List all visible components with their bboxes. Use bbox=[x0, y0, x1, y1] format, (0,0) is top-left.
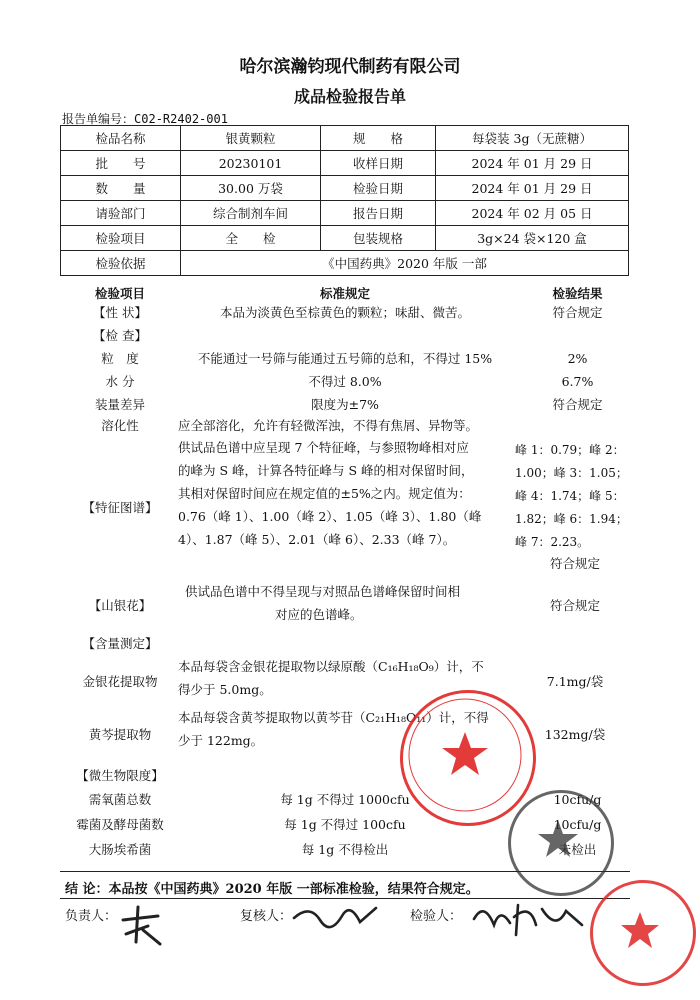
result-line: 1.82；峰 6：1.94； bbox=[515, 512, 628, 526]
section-assay: 【含量测定】 bbox=[82, 636, 158, 651]
basis-value: 《中国药典》2020 年版 一部 bbox=[181, 251, 629, 276]
standard-line: 少于 122mg。 bbox=[178, 733, 264, 748]
report-title: 成品检验报告单 bbox=[293, 87, 406, 106]
header-row-test-item bbox=[61, 226, 629, 251]
item-name: 大肠埃希菌 bbox=[88, 842, 152, 857]
header-row-batch bbox=[61, 151, 629, 176]
section-title: 【检 查】 bbox=[93, 328, 147, 343]
package-label: 包装规格 bbox=[321, 226, 436, 251]
report-number-label: 报告单编号： bbox=[62, 112, 135, 126]
column-result: 检验结果 bbox=[552, 286, 603, 301]
honeysuckle-result: 7.1mg/袋 bbox=[546, 674, 604, 689]
result-line: 峰 1：0.79；峰 2： bbox=[515, 443, 625, 457]
spec-value: 每袋装 3g（无蔗糖） bbox=[436, 126, 629, 151]
section-microbial: 【微生物限度】 bbox=[76, 768, 164, 783]
column-item: 检验项目 bbox=[94, 286, 145, 301]
lonicera-result: 符合规定 bbox=[549, 598, 600, 613]
item-standard: 每 1g 不得过 1000cfu bbox=[280, 792, 410, 807]
item-result: 未检出 bbox=[558, 842, 597, 857]
item-standard: 本品为淡黄色至棕黄色的颗粒；味甜、微苦。 bbox=[219, 305, 470, 320]
reviewer-label: 复核人： bbox=[240, 909, 293, 924]
standard-line: 对应的色谱峰。 bbox=[275, 607, 363, 622]
batch-value: 20230101 bbox=[181, 151, 321, 176]
item-name: 霉菌及酵母菌数 bbox=[76, 817, 164, 832]
item-standard: 不能通过一号筛与能通过五号筛的总和，不得过 15% bbox=[197, 351, 493, 366]
corner-seal-stamp bbox=[590, 880, 696, 986]
report-date-label: 报告日期 bbox=[321, 201, 436, 226]
standard-line: 供试品色谱中应呈现 7 个特征峰，与参照物峰相对应 bbox=[178, 440, 469, 455]
item-result: 10cfu/g bbox=[553, 792, 602, 807]
item-result: 符合规定 bbox=[552, 305, 603, 320]
package-value: 3g×24 袋×120 盒 bbox=[436, 226, 629, 251]
receive-date-value: 2024 年 01 月 29 日 bbox=[436, 151, 629, 176]
report-number-value: C02-R2402-001 bbox=[134, 112, 228, 126]
test-item-label: 检验项目 bbox=[61, 226, 181, 251]
responsible-label: 负责人： bbox=[65, 909, 118, 924]
item-result: 符合规定 bbox=[552, 397, 603, 412]
department-value: 综合制剂车间 bbox=[181, 201, 321, 226]
quantity-value: 30.00 万袋 bbox=[181, 176, 321, 201]
item-result: 10cfu/g bbox=[553, 817, 602, 832]
result-line: 峰 4：1.74；峰 5： bbox=[515, 489, 625, 503]
fingerprint-result bbox=[515, 439, 635, 554]
item-result: 6.7% bbox=[561, 374, 594, 389]
responsible-signature bbox=[118, 902, 168, 948]
result-line: 峰 7：2.23。 bbox=[515, 535, 590, 549]
item-standard: 限度为±7% bbox=[311, 397, 379, 412]
seal-star-icon bbox=[508, 790, 608, 890]
scutellaria-result: 132mg/袋 bbox=[544, 727, 606, 742]
conclusion bbox=[65, 878, 479, 897]
item-name: 需氧菌总数 bbox=[88, 792, 152, 807]
receive-date-label: 收样日期 bbox=[321, 151, 436, 176]
report-header-table bbox=[60, 125, 629, 276]
standard-line: 本品每袋含金银花提取物以绿原酸（C₁₆H₁₈O₉）计，不 bbox=[178, 659, 484, 674]
item-name: 溶化性 bbox=[101, 418, 139, 433]
header-row-department bbox=[61, 201, 629, 226]
item-standard: 不得过 8.0% bbox=[308, 374, 382, 389]
item-name: 粒 度 bbox=[101, 351, 139, 366]
inspector-label: 检验人： bbox=[410, 909, 463, 924]
reviewer-signature bbox=[290, 898, 380, 932]
honeysuckle-item-name: 金银花提取物 bbox=[82, 674, 158, 689]
product-name-label: 检品名称 bbox=[61, 126, 181, 151]
header-row-quantity bbox=[61, 176, 629, 201]
department-label: 请验部门 bbox=[61, 201, 181, 226]
header-row-product bbox=[61, 126, 629, 151]
spec-label: 规 格 bbox=[321, 126, 436, 151]
basis-label: 检验依据 bbox=[61, 251, 181, 276]
test-item-value: 全 检 bbox=[181, 226, 321, 251]
item-standard: 应全部溶化，允许有轻微浑浊，不得有焦屑、异物等。 bbox=[178, 418, 479, 433]
standard-line: 0.76（峰 1）、1.00（峰 2）、1.05（峰 3）、1.80（峰 bbox=[178, 509, 482, 524]
quantity-label: 数 量 bbox=[61, 176, 181, 201]
test-date-label: 检验日期 bbox=[321, 176, 436, 201]
item-result: 2% bbox=[567, 351, 588, 366]
item-standard: 每 1g 不得检出 bbox=[301, 842, 389, 857]
inspector-signature bbox=[470, 895, 590, 943]
standard-line: 4）、1.87（峰 5）、2.01（峰 6）、2.33（峰 7）。 bbox=[178, 532, 456, 547]
product-name-value: 银黄颗粒 bbox=[181, 126, 321, 151]
test-date-value: 2024 年 01 月 29 日 bbox=[436, 176, 629, 201]
item-name: 水 分 bbox=[105, 374, 135, 389]
report-date-value: 2024 年 02 月 05 日 bbox=[436, 201, 629, 226]
item-standard: 每 1g 不得过 100cfu bbox=[284, 817, 406, 832]
item-name: 【性 状】 bbox=[93, 305, 147, 320]
standard-line: 的峰为 S 峰，计算各特征峰与 S 峰的相对保留时间， bbox=[178, 463, 474, 478]
company-name: 哈尔滨瀚钧现代制药有限公司 bbox=[239, 57, 461, 77]
fingerprint-standard bbox=[178, 436, 508, 551]
standard-line: 供试品色谱中不得呈现与对照品色谱峰保留时间相 bbox=[185, 584, 461, 599]
lonicera-standard bbox=[185, 580, 515, 626]
fingerprint-conclusion: 符合规定 bbox=[549, 556, 600, 571]
batch-label: 批 号 bbox=[61, 151, 181, 176]
item-name: 装量差异 bbox=[94, 397, 145, 412]
standard-line: 本品每袋含黄芩提取物以黄芩苷（C₂₁H₁₈O₁₁）计，不得 bbox=[178, 710, 489, 725]
header-row-basis bbox=[61, 251, 629, 276]
column-standard: 标准规定 bbox=[319, 286, 370, 301]
conclusion-text: 本品按《中国药典》2020 年版 一部标准检验，结果符合规定。 bbox=[108, 882, 479, 897]
seal-star-icon bbox=[590, 880, 690, 980]
standard-line: 其相对保留时间应在规定值的±5%之内。规定值为： bbox=[178, 486, 471, 501]
conclusion-label: 结 论： bbox=[65, 882, 109, 897]
fingerprint-item-name: 【特征图谱】 bbox=[82, 500, 158, 515]
standard-line: 得少于 5.0mg。 bbox=[178, 682, 272, 697]
result-line: 1.00；峰 3：1.05； bbox=[515, 466, 628, 480]
scutellaria-item-name: 黄芩提取物 bbox=[88, 727, 152, 742]
lonicera-item-name: 【山银花】 bbox=[88, 598, 152, 613]
